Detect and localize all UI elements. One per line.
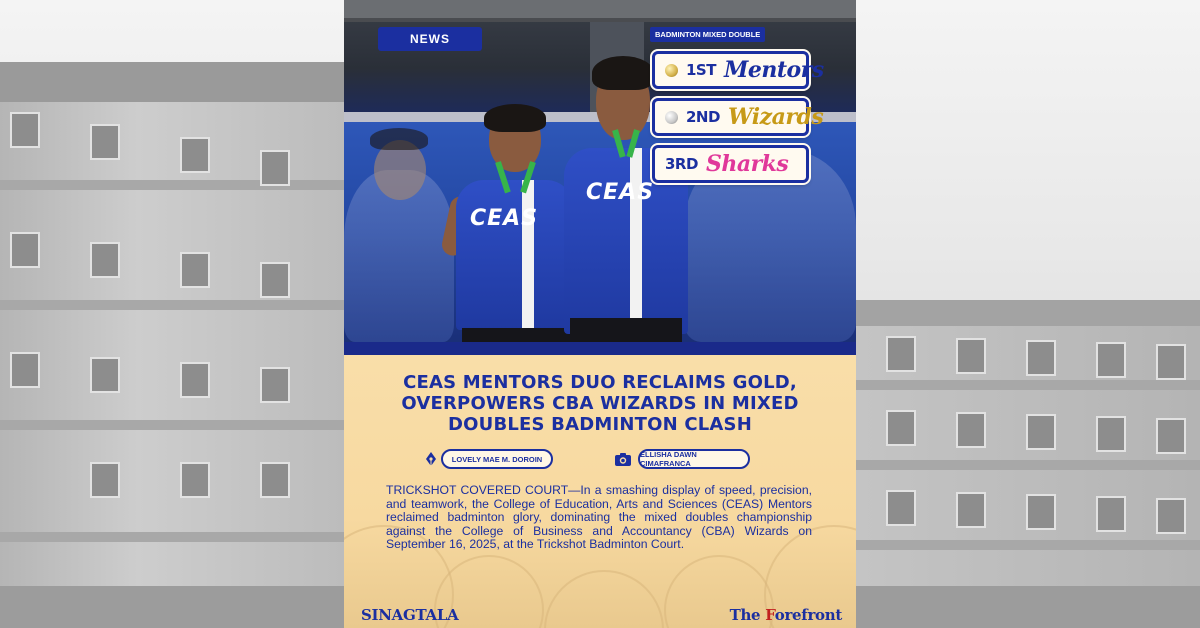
article-panel xyxy=(344,355,856,628)
event-label: BADMINTON MIXED DOUBLE xyxy=(650,27,765,42)
building-left xyxy=(0,62,345,628)
rank-second xyxy=(652,98,824,136)
rank-place: 2ND xyxy=(686,108,720,126)
building-right xyxy=(856,300,1200,628)
jersey-text: CEAS xyxy=(470,206,539,231)
writer-credit: LOVELY MAE M. DOROIN xyxy=(441,449,553,469)
rank-place: 1ST xyxy=(686,61,716,79)
rank-team: Mentors xyxy=(723,57,824,83)
news-poster xyxy=(344,0,856,628)
gold-medal-icon xyxy=(665,64,678,77)
article-body: TRICKSHOT COVERED COURT—In a smashing display of speed, precision, and teamwork, the College of Education, Arts and Sciences (CEAS) Mentors reclaimed badminton glory, dominating the mixed doubles championship against the College of Business and Accountancy (CBA) Wizards on September 16, 2025, at the Trickshot Badminton Court. xyxy=(386,483,812,551)
headline: CEAS MENTORS DUO RECLAIMS GOLD, OVERPOWERS CBA WIZARDS IN MIXED DOUBLES BADMINTON CLASH xyxy=(401,372,799,435)
the-forefront-logo: The Forefront xyxy=(729,606,842,624)
rank-team: Sharks xyxy=(705,151,789,177)
rank-third xyxy=(652,145,809,183)
rank-first xyxy=(652,51,824,89)
camera-icon xyxy=(614,451,632,467)
news-category-badge: NEWS xyxy=(378,27,482,51)
silver-medal-icon xyxy=(665,111,678,124)
rank-place: 3RD xyxy=(665,155,698,173)
athlete-left xyxy=(456,180,574,330)
athletes-photo xyxy=(344,0,856,342)
divider-bar xyxy=(344,342,856,355)
photographer-credit: ELLISHA DAWN CIMAFRANCA xyxy=(638,449,750,469)
pen-nib-icon xyxy=(423,451,439,467)
jersey-text: CEAS xyxy=(586,180,655,205)
rank-team: Wizards xyxy=(727,104,824,130)
sinagtala-logo: SINAGTALA xyxy=(361,606,459,624)
